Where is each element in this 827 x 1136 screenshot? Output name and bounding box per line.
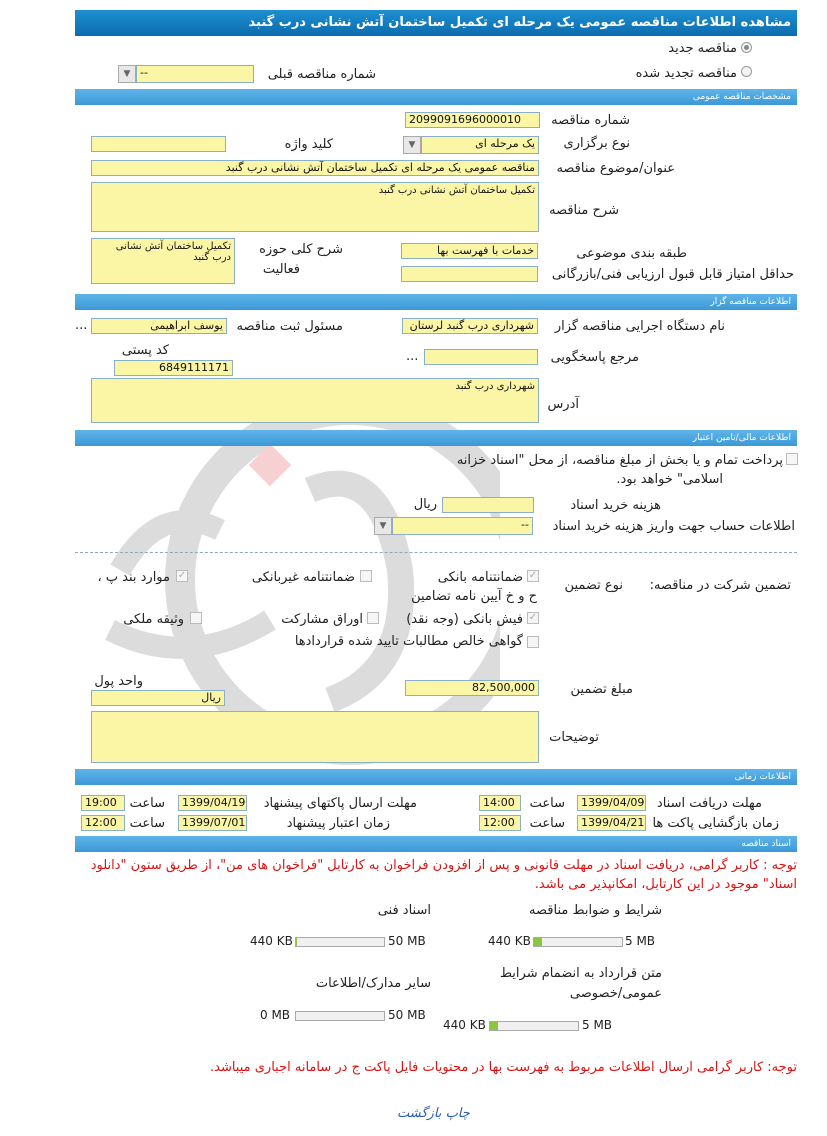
doc-contract-label-1: متن قرارداد به انضمام شرایط [499,966,662,981]
doc-terms-label: شرایط و ضوابط مناقصه [529,903,662,918]
section-organizer-header: اطلاعات مناقصه گزار [75,294,797,310]
doc-fee-field [442,497,534,513]
bank-guarantee-sub: ح و خ آیین نامه تضامین [411,589,537,604]
registrar-label: مسئول ثبت مناقصه [236,319,343,334]
download-notice: توجه : کاربر گرامی، دریافت اسناد در مهلت قانونی و پس از افزودن فراخوان به کارتابل "فراخوان های من"، از طریق ستون "دانلود اسناد" موجود در این کارتابل، امکانپذیر می باشد. [90,858,797,892]
doc-fee-unit: ریال [413,497,437,512]
currency-label: واحد پول [94,674,143,689]
footer-links [397,1106,470,1121]
address-field: شهرداری درب گنبد [91,378,539,423]
notes-label: توضیحات [549,730,599,745]
doc-technical-progress-fill [296,938,297,946]
min-score-field [401,266,538,282]
keyword-field [91,136,226,152]
nonbank-guarantee-checkbox [360,570,372,582]
receive-time-field: 14:00 [479,795,521,811]
section-documents-header: اسناد مناقصه [75,836,797,852]
holding-type-select: یک مرحله ای [421,136,539,154]
category-field: خدمات با فهرست بها [401,243,538,259]
receive-time-label: ساعت [529,796,565,811]
validity-time-field: 12:00 [81,815,125,831]
bank-guarantee-label: ضمانتنامه بانکی [437,570,523,585]
subject-field: مناقصه عمومی یک مرحله ای تکمیل ساختمان آتش نشانی درب گنبد [91,160,539,176]
doc-terms-progress [533,937,623,947]
doc-technical-max: 50 MB [388,934,426,948]
validity-time-label: ساعت [129,816,165,831]
bonds-checkbox [367,612,379,624]
treasury-checkbox [786,453,798,465]
property-checkbox [190,612,202,624]
cash-label: فیش بانکی (وجه نقد) [406,612,523,627]
clause-checkbox: ✓ [177,570,187,581]
doc-terms-size: 440 KB [488,934,531,948]
radio-renewed-tender[interactable] [741,66,752,77]
chevron-down-icon[interactable]: ▼ [374,517,392,535]
treasury-text-2: اسلامی" خواهد بود. [616,472,723,487]
doc-contract-size: 440 KB [443,1018,486,1032]
doc-contract-label-2: عمومی/خصوصی [569,986,662,1001]
activity-field: تکمیل ساختمان آتش نشانی درب گنبد [91,238,235,284]
guarantee-amount-field: 82,500,000 [405,680,539,696]
send-time-field: 19:00 [81,795,125,811]
opening-date-field: 1399/04/21 [577,815,646,831]
treasury-text-1: پرداخت تمام و یا بخش از مبلغ مناقصه، از محل "اسناد خزانه [456,453,783,468]
category-label: طبقه بندی موضوعی [576,246,687,261]
guarantee-type-label: نوع تضمین [564,578,623,593]
reference-label: مرجع پاسخگویی [550,350,639,365]
section-financial-header: اطلاعات مالی/تامین اعتبار [75,430,797,446]
doc-technical-progress [295,937,385,947]
nonbank-guarantee-label: ضمانتنامه غیربانکی [251,570,355,585]
validity-label: زمان اعتبار پیشنهاد [286,816,390,831]
doc-contract-max: 5 MB [582,1018,613,1032]
doc-terms-progress-fill [534,938,542,946]
receive-date-field: 1399/04/09 [577,795,646,811]
tender-number-label: شماره مناقصه [551,113,630,128]
receivables-label: گواهی خالص مطالبات تایید شده قراردادها [294,634,523,649]
description-label: شرح مناقصه [549,203,619,218]
description-field: تکمیل ساختمان آتش نشانی درب گنبد [91,182,539,232]
registrar-field: یوسف ابراهیمی [91,318,227,334]
receive-deadline-label: مهلت دریافت اسناد [656,796,762,811]
organization-label: نام دستگاه اجرایی مناقصه گزار [554,319,725,334]
radio-new-tender[interactable] [741,42,752,53]
guarantee-amount-label: مبلغ تضمین [570,682,633,697]
cash-checkbox: ✓ [528,612,538,623]
previous-tender-label: شماره مناقصه قبلی [267,67,376,82]
organization-field: شهرداری درب گنبد لرستان [402,318,538,334]
doc-other-label: سایر مدارک/اطلاعات [315,976,431,991]
divider [75,552,797,553]
opening-time-label: ساعت [529,816,565,831]
doc-contract-progress-fill [490,1022,498,1030]
activity-label-2: فعالیت [262,262,300,277]
doc-contract-progress [489,1021,579,1031]
opening-time-field: 12:00 [479,815,521,831]
bonds-label: اوراق مشارکت [281,612,363,627]
price-list-notice: توجه: کاربر گرامی ارسال اطلاعات مربوط به فهرست بها در محتویات فایل پاکت ج در سامانه اجباری میباشد. [210,1060,797,1075]
clause-label: موارد بند پ ، [97,570,170,585]
holding-type-label: نوع برگزاری [563,136,630,151]
doc-other-max: 50 MB [388,1008,426,1022]
bank-guarantee-checkbox: ✓ [528,570,538,581]
keyword-label: کلید واژه [284,137,333,152]
receivables-checkbox [527,636,539,648]
account-select[interactable]: -- [392,517,533,535]
section-general-header: مشخصات مناقصه عمومی [75,89,797,105]
activity-label-1: شرح کلی حوزه [259,242,343,257]
chevron-down-icon: ▼ [403,136,421,154]
validity-date-field: 1399/07/01 [178,815,247,831]
doc-fee-label: هزینه خرید اسناد [570,498,661,513]
doc-technical-label: اسناد فنی [377,903,431,918]
reference-more-link[interactable]: ... [406,349,419,364]
doc-terms-max: 5 MB [625,934,656,948]
doc-technical-size: 440 KB [250,934,293,948]
page-title: مشاهده اطلاعات مناقصه عمومی یک مرحله ای تکمیل ساختمان آتش نشانی درب گنبد [75,10,797,36]
previous-tender-select[interactable]: -- [136,65,254,83]
registrar-more-link[interactable]: ... [75,318,88,333]
property-label: وثیقه ملکی [123,612,184,627]
address-label: آدرس [547,397,579,412]
back-link[interactable]: بازگشت [397,1106,442,1121]
section-timing-header: اطلاعات زمانی [75,769,797,785]
reference-field [424,349,538,365]
currency-field: ریال [91,690,225,706]
account-label: اطلاعات حساب جهت واریز هزینه خرید اسناد [552,519,795,534]
tender-number-field: 2099091696000010 [405,112,540,128]
guarantee-label: تضمین شرکت در مناقصه: [649,578,791,593]
subject-label: عنوان/موضوع مناقصه [556,161,675,176]
doc-other-size: 0 MB [260,1008,291,1022]
renewed-tender-label: مناقصه تجدید شده [635,66,737,81]
send-date-field: 1399/04/19 [178,795,247,811]
postal-code-field: 6849111171 [114,360,233,376]
doc-other-progress [295,1011,385,1021]
notes-field [91,711,539,763]
send-time-label: ساعت [129,796,165,811]
min-score-label: حداقل امتیاز قابل قبول ارزیابی فنی/بازرگانی [551,267,794,282]
send-deadline-label: مهلت ارسال پاکتهای پیشنهاد [263,796,417,811]
postal-code-label: کد پستی [121,343,169,358]
chevron-down-icon[interactable]: ▼ [118,65,136,83]
opening-label: زمان بازگشایی پاکت ها [652,816,779,831]
print-link[interactable]: چاپ [445,1106,470,1121]
new-tender-label: مناقصه جدید [668,41,737,56]
